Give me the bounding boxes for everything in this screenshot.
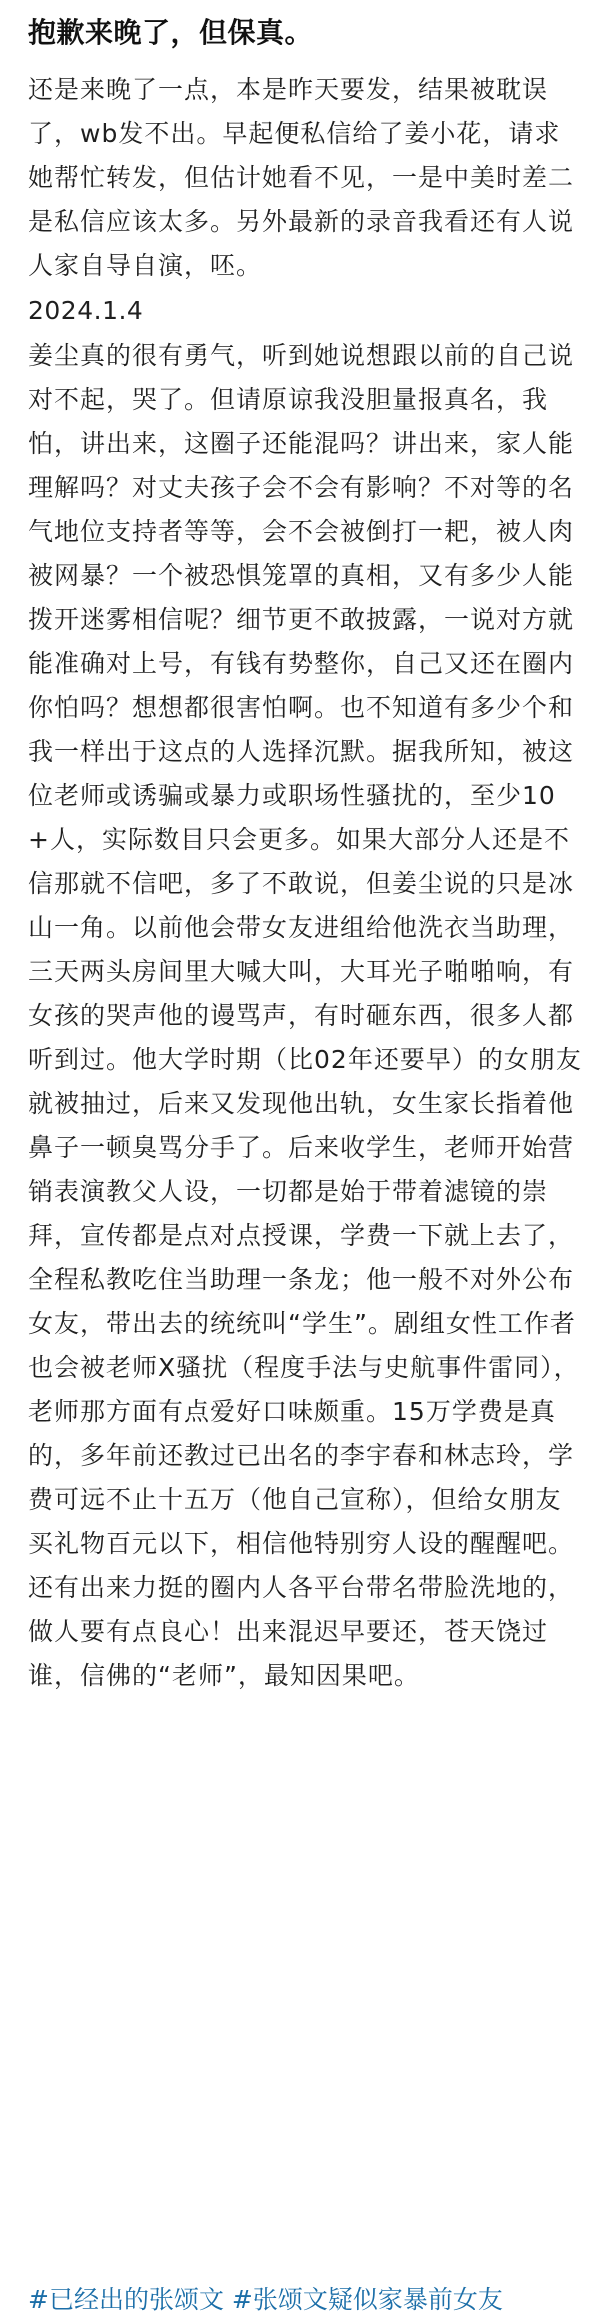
body-paragraph: 姜尘真的很有勇气，听到她说想跟以前的自己说对不起，哭了。但请原谅我没胆量报真名，我怕，讲出来，这圈子还能混吗？讲出来，家人能理解吗？对丈夫孩子会不会有影响？不对等的名气地位支持者等等，会不会被倒打一耙，被人肉被网暴？一个被恐惧笼罩的真相，又有多少人能拨开迷雾相信呢？细节更不敢披露，一说对方就能准确对上号，有钱有势整你，自己又还在圈内你怕吗？想想都很害怕啊。也不知道有多少个和我一样出于这点的人选择沉默。据我所知，被这位老师或诱骗或暴力或职场性骚扰的，至少10+人，实际数目只会更多。如果大部分人还是不信那就不信吧，多了不敢说，但姜尘说的只是冰山一角。以前他会带女友进组给他洗衣当助理，三天两头房间里大喊大叫，大耳光子啪啪响，有女孩的哭声他的谩骂声，有时砸东西，很多人都听到过。他大学时期（比02年还要早）的女朋友就被抽过，后来又发现他出轨，女生家长指着他鼻子一顿臭骂分手了。后来收学生，老师开始营销表演教父人设，一切都是始于带着滤镜的崇拜，宣传都是点对点授课，学费一下就上去了，全程私教吃住当助理一条龙；他一般不对外公布女友，带出去的统统叫“学生”。剧组女性工作者也会被老师X骚扰（程度手法与史航事件雷同），老师那方面有点爱好口味颇重。15万学费是真的，多年前还教过已出名的李宇春和林志玲，学费可远不止十五万（他自己宣称），但给女朋友买礼物百元以下，相信他特别穷人设的醒醒吧。还有出来力挺的圈内人各平台带名带脸洗地的，做人要有点良心！出来混迟早要还，苍天饶过谁，信佛的“老师”，最知因果吧。 — [28, 341, 582, 1690]
hashtag-line[interactable]: #已经出的张颂文 #张颂文疑似家暴前女友 — [28, 2285, 503, 2314]
intro-paragraph: 还是来晚了一点，本是昨天要发，结果被耽误了，wb发不出。早起便私信给了姜小花，请求她帮忙转发，但估计她看不见，一是中美时差二是私信应该太多。另外最新的录音我看还有人说人家自导自演，呸。 — [28, 75, 575, 280]
post-date: 2024.1.4 — [28, 296, 144, 325]
post-title: 抱歉来晚了，但保真。 — [28, 16, 314, 49]
